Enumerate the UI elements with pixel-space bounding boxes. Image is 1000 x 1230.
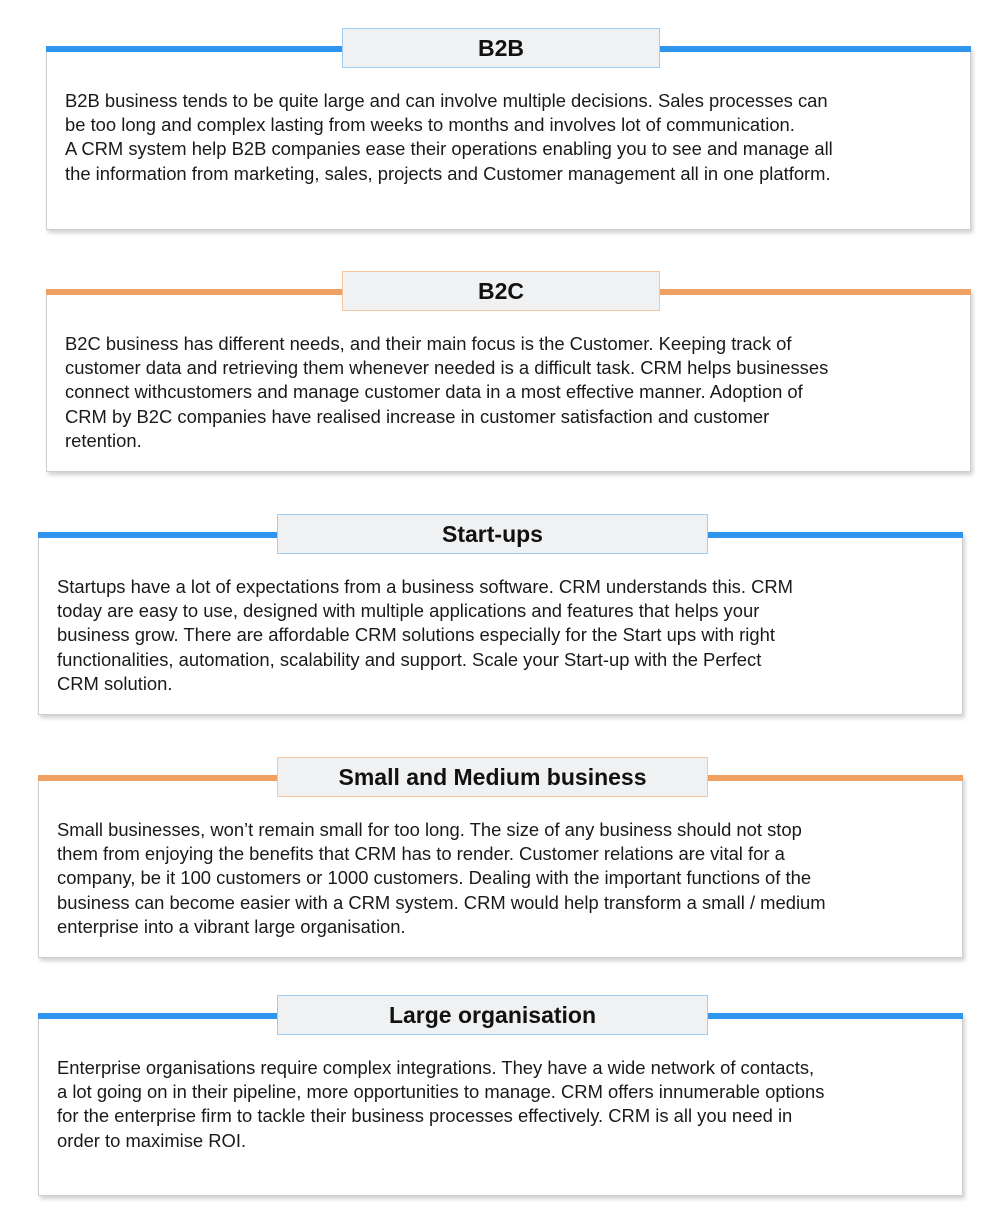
section-card [38,1013,963,1196]
section-text: Enterprise organisations require complex integrations. They have a wide network of contacts, a lot going on in their pipeline, more opportunities to manage. CRM offers innumerable options for the enterprise firm to tackle their business processes effectively. CRM is all you need in order to maximise ROI. [57,1057,825,1151]
section-title: Start-ups [277,514,708,554]
section-card [38,775,963,958]
section-title: B2B [342,28,660,68]
section-text: B2B business tends to be quite large and can involve multiple decisions. Sales processes can be too long and complex lasting from weeks to months and involves lot of communication. A CRM system help B2B companies ease their operations enabling you to see and manage all the information from marketing, sales, projects and Customer management all in one platform. [65,90,833,184]
section-title: Small and Medium business [277,757,708,797]
section-start-ups [38,514,963,715]
section-text: B2C business has different needs, and their main focus is the Customer. Keeping track of customer data and retrieving them whenever needed is a difficult task. CRM helps businesses connect withcustomers and manage customer data in a most effective manner. Adoption of CRM by B2C companies have realised increase in customer satisfaction and customer retention. [65,333,829,451]
section-title: Large organisation [277,995,708,1035]
section-card [46,46,971,230]
section-b2b [46,28,971,230]
section-card [46,289,971,472]
section-title: B2C [342,271,660,311]
section-large-organisation [38,995,963,1196]
section-b2c [46,271,971,472]
section-text: Startups have a lot of expectations from a business software. CRM understands this. CRM today are easy to use, designed with multiple applications and features that helps your business grow. There are affordable CRM solutions especially for the Start ups with right functionalities, automation, scalability and support. Scale your Start-up with the Perfect CRM solution. [57,576,793,694]
section-small-medium-business [38,757,963,958]
section-card [38,532,963,715]
section-text: Small businesses, won’t remain small for too long. The size of any business should not stop them from enjoying the benefits that CRM has to render. Customer relations are vital for a company, be it 100 customers or 1000 customers. Dealing with the important functions of the business can become easier with a CRM system. CRM would help transform a small / medium enterprise into a vibrant large organisation. [57,819,826,937]
